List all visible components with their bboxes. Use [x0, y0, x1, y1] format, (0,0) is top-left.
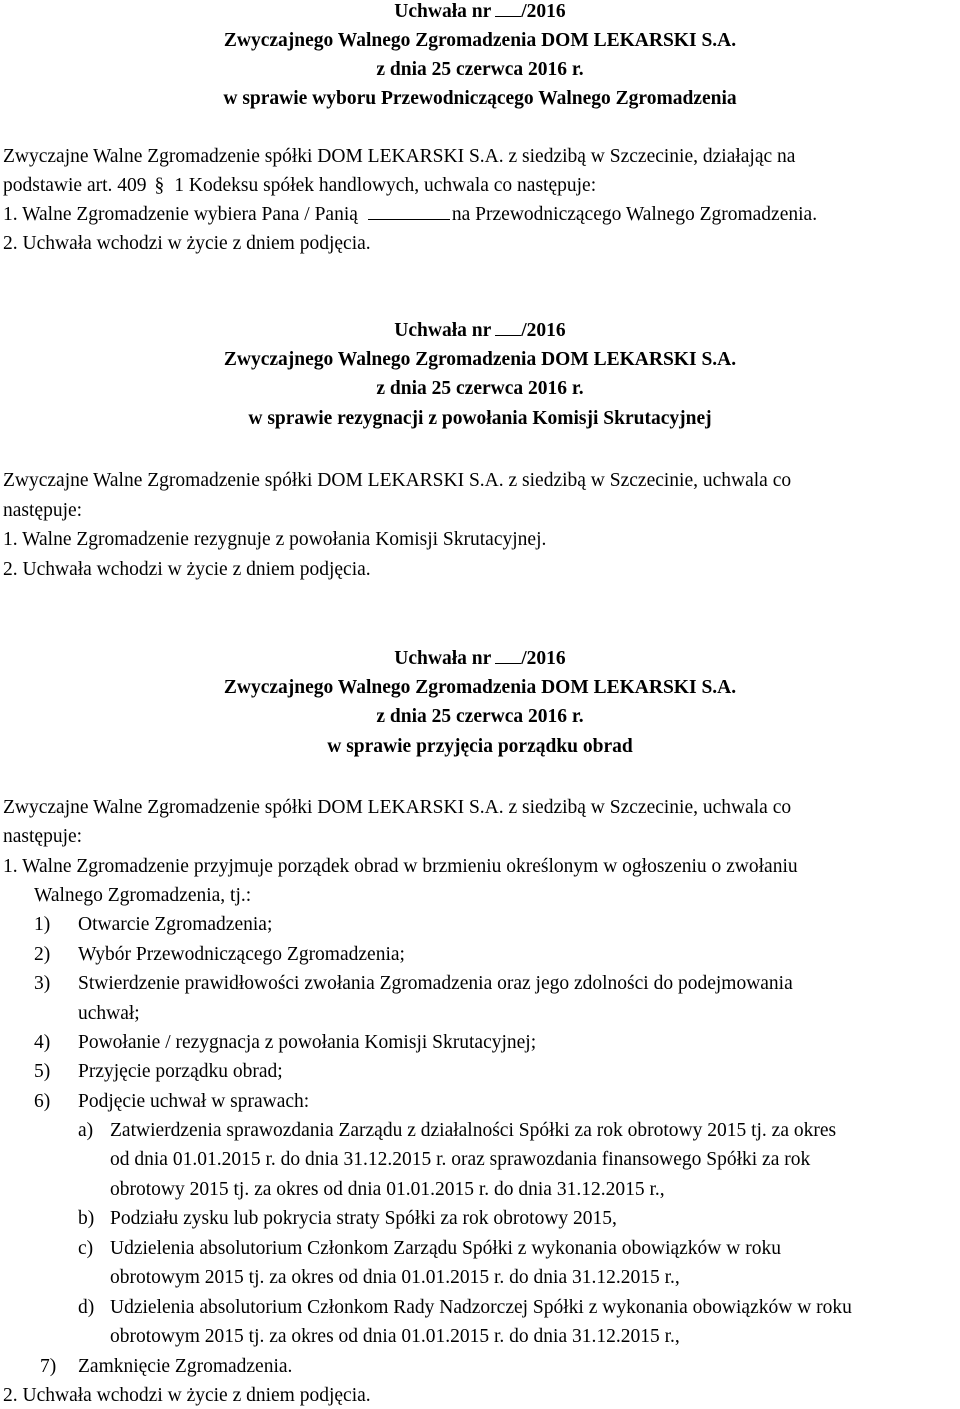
resolution-1-body: Zwyczajnego Walnego Zgromadzenia DOM LEKARSKI S.A. — [223, 30, 737, 51]
resolution-2-intro-line2: następuje: — [3, 500, 83, 521]
agenda-item-4: 4) Powołanie / rezygnacja z powołania Komisji Skrutacyjnej; — [34, 1032, 537, 1053]
subitem-d-line1: d) Udzielenia absolutorium Członkom Rady Nadzorczej Spółki z wykonania obowiązków w roku — [78, 1297, 852, 1318]
subitem-letter: c) — [78, 1238, 94, 1259]
agenda-item-5: 5) Przyjęcie porządku obrad; — [34, 1061, 283, 1082]
agenda-item-number: 7) — [40, 1356, 57, 1377]
subitem-letter: a) — [78, 1120, 94, 1141]
resolution-2-subject: w sprawie rezygnacji z powołania Komisji Skrutacyjnej — [248, 408, 712, 429]
subitem-a-line1: a) Zatwierdzenia sprawozdania Zarządu z działalności Spółki za rok obrotowy 2015 tj. za okres — [78, 1120, 837, 1141]
subitem-a-line2: od dnia 01.01.2015 r. do dnia 31.12.2015 r. oraz sprawozdania finansowego Spółki za rok — [110, 1149, 811, 1170]
agenda-item-1: 1) Otwarcie Zgromadzenia; — [34, 914, 273, 935]
agenda-item-number: 5) — [34, 1061, 51, 1082]
agenda-item-number: 6) — [34, 1091, 51, 1112]
resolution-1-title: Uchwała nr /2016 — [394, 1, 566, 22]
resolution-1-date: z dnia 25 czerwca 2016 r. — [376, 59, 584, 80]
resolution-3-intro-line1: Zwyczajne Walne Zgromadzenie spółki DOM LEKARSKI S.A. z siedzibą w Szczecinie, uchwala co — [3, 797, 792, 818]
subitem-b-line1: b) Podziału zysku lub pokrycia straty Spółki za rok obrotowy 2015, — [78, 1208, 617, 1229]
resolution-3-point-1-line1: 1. Walne Zgromadzenie przyjmuje porządek obrad w brzmieniu określonym w ogłoszeniu o zwołaniu — [3, 856, 798, 877]
resolution-1-intro-line2: podstawie art. 409 § 1 Kodeksu spółek handlowych, uchwala co następuje: — [3, 175, 597, 196]
agenda-item-number: 1) — [34, 914, 51, 935]
resolution-number-blank — [495, 319, 521, 336]
resolution-1-intro-line1: Zwyczajne Walne Zgromadzenie spółki DOM LEKARSKI S.A. z siedzibą w Szczecinie, działając na — [3, 146, 796, 167]
section-sign: § — [154, 175, 165, 196]
resolution-3-point-1-line2: Walnego Zgromadzenia, tj.: — [34, 885, 252, 906]
resolution-3-title: Uchwała nr /2016 — [394, 648, 566, 669]
agenda-item-3-continuation: uchwał; — [78, 1003, 140, 1024]
resolution-number-blank — [495, 647, 521, 664]
agenda-item-number: 4) — [34, 1032, 51, 1053]
resolution-2-body: Zwyczajnego Walnego Zgromadzenia DOM LEKARSKI S.A. — [223, 349, 737, 370]
agenda-item-7: 7) Zamknięcie Zgromadzenia. — [40, 1356, 293, 1377]
agenda-item-3: 3) Stwierdzenie prawidłowości zwołania Zgromadzenia oraz jego zdolności do podejmowania — [34, 973, 793, 994]
resolution-2-point-2: 2. Uchwała wchodzi w życie z dniem podjęcia. — [3, 559, 371, 580]
resolution-3-point-2: 2. Uchwała wchodzi w życie z dniem podjęcia. — [3, 1385, 371, 1406]
subitem-a-line3: obrotowy 2015 tj. za okres od dnia 01.01.2015 r. do dnia 31.12.2015 r., — [110, 1179, 665, 1200]
subitem-letter: d) — [78, 1297, 95, 1318]
resolution-2-date: z dnia 25 czerwca 2016 r. — [376, 378, 584, 399]
resolution-1-subject: w sprawie wyboru Przewodniczącego Walnego Zgromadzenia — [223, 88, 737, 109]
agenda-item-2: 2) Wybór Przewodniczącego Zgromadzenia; — [34, 944, 405, 965]
agenda-item-number: 3) — [34, 973, 51, 994]
resolution-number-blank — [495, 0, 521, 17]
resolution-2-intro-line1: Zwyczajne Walne Zgromadzenie spółki DOM LEKARSKI S.A. z siedzibą w Szczecinie, uchwala co — [3, 470, 792, 491]
subitem-c-line1: c) Udzielenia absolutorium Członkom Zarządu Spółki z wykonania obowiązków w roku — [78, 1238, 781, 1259]
resolution-1-point-2: 2. Uchwała wchodzi w życie z dniem podjęcia. — [3, 233, 371, 254]
resolution-3-subject: w sprawie przyjęcia porządku obrad — [327, 736, 633, 757]
resolution-3-date: z dnia 25 czerwca 2016 r. — [376, 706, 584, 727]
resolution-2-title: Uchwała nr /2016 — [394, 320, 566, 341]
resolution-3-body: Zwyczajnego Walnego Zgromadzenia DOM LEKARSKI S.A. — [223, 677, 737, 698]
subitem-c-line2: obrotowym 2015 tj. za okres od dnia 01.01.2015 r. do dnia 31.12.2015 r., — [110, 1267, 680, 1288]
subitem-letter: b) — [78, 1208, 95, 1229]
resolution-1-point-1: 1. Walne Zgromadzenie wybiera Pana / Panią na Przewodniczącego Walnego Zgromadzenia. — [3, 204, 818, 225]
resolution-3-intro-line2: następuje: — [3, 826, 83, 847]
agenda-item-number: 2) — [34, 944, 51, 965]
resolution-2-point-1: 1. Walne Zgromadzenie rezygnuje z powołania Komisji Skrutacyjnej. — [3, 529, 547, 550]
chairman-name-blank — [368, 203, 450, 220]
agenda-item-6: 6) Podjęcie uchwał w sprawach: — [34, 1091, 310, 1112]
subitem-d-line2: obrotowym 2015 tj. za okres od dnia 01.01.2015 r. do dnia 31.12.2015 r., — [110, 1326, 680, 1347]
